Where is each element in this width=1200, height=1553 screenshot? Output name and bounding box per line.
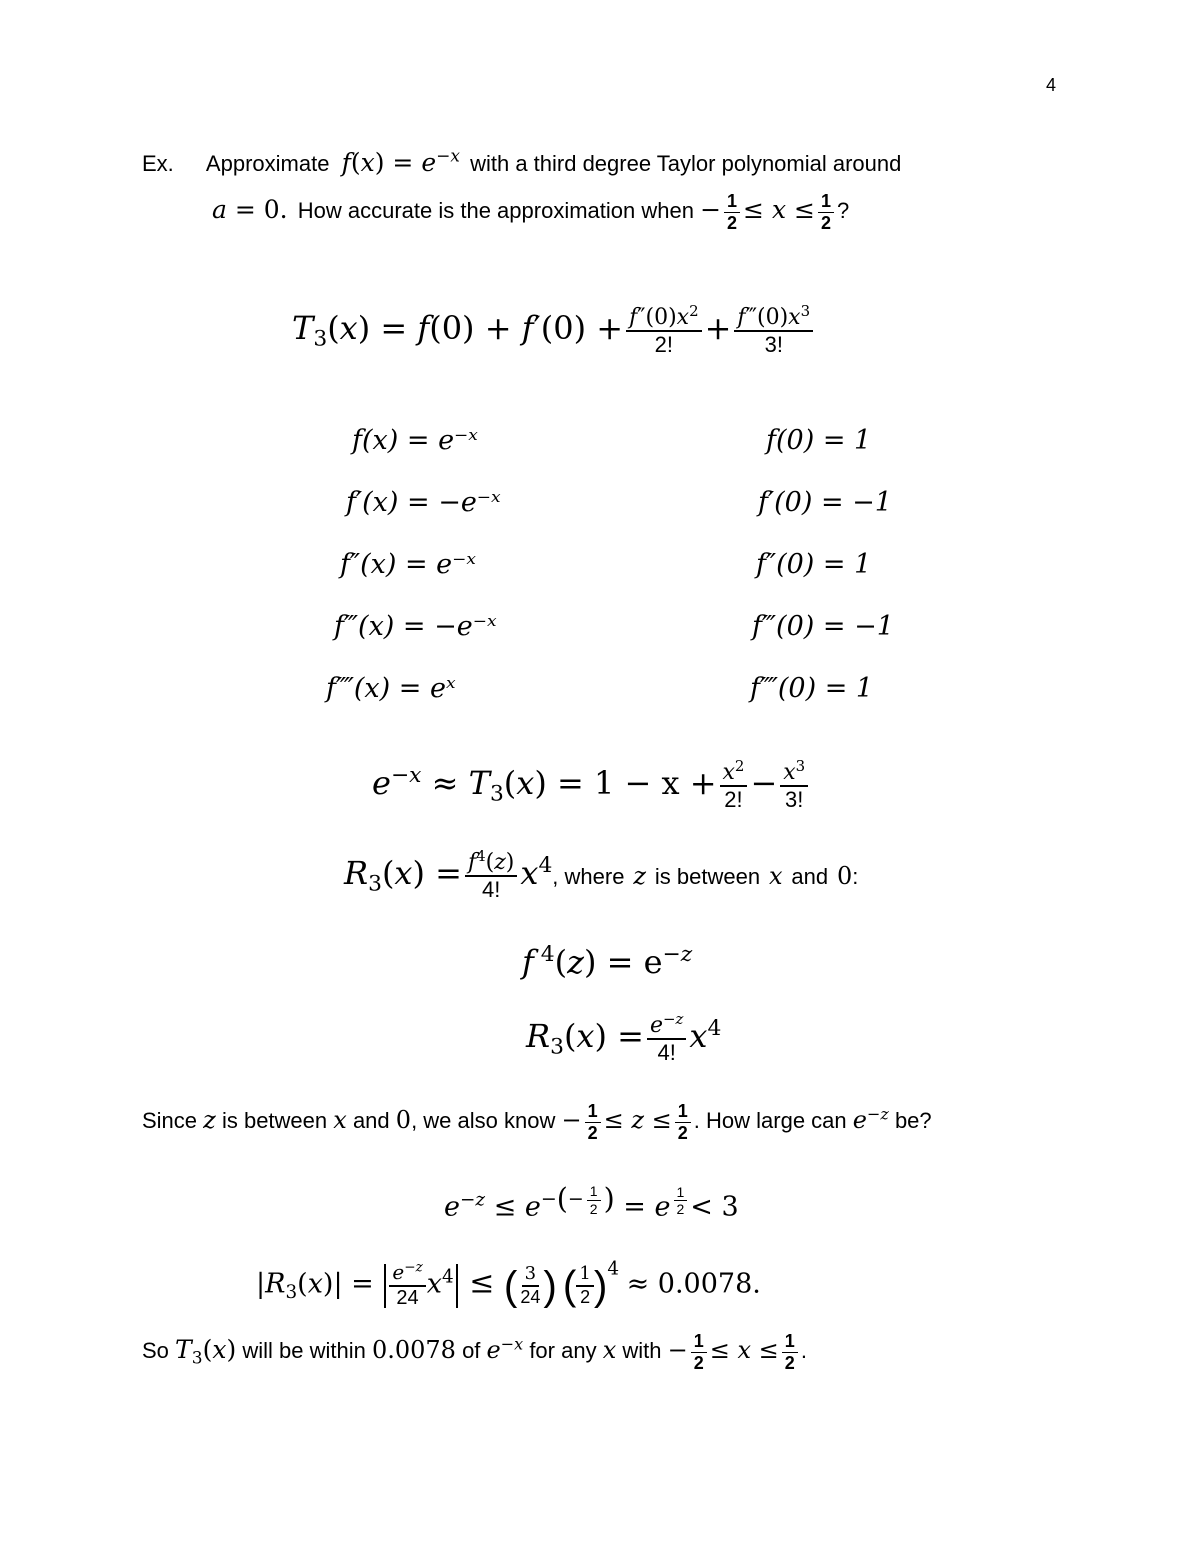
problem-intro: Approximate: [205, 151, 330, 176]
derivative-left-1: f′(x) = −e⁻ˣ: [346, 487, 501, 518]
since-line: Since z is between x and 0, we also know − $\frac{1}{2}$ ≤ z ≤ $\frac{1}{2}$ . How large can $e^{-z}$ be?: [142, 1101, 932, 1143]
page-number: 4: [1046, 75, 1057, 95]
derivative-left-4: f⁗(x) = eˣ: [326, 673, 456, 704]
problem-line-2: a = 0. How accurate is the approximation when − $\frac{1}{2}$ ≤ x ≤ $\frac{1}{2}$ ?: [212, 191, 850, 233]
taylor-formula: $T_3(x) = f(0) + f'(0)$ + $\frac{f''(0)x^2}{2!}$ + $\frac{f‴(0)x^3}{3!}$: [292, 305, 816, 356]
example-label: Ex.: [142, 151, 174, 176]
absolute-error-bound: $|R_3(x)|$ = $\frac{e^{-z}}{24}$ $x^4$ ≤ ( $\frac{3}{24}$ ) ( $\frac{1}{2}$ )$^4$ ≈ 0.0078.: [256, 1258, 761, 1309]
derivative-left-0: f(x) = e⁻ˣ: [352, 425, 478, 456]
derivative-right-2: f″(0) = 1: [756, 549, 872, 580]
fourth-derivative: f $^4(z) = e^{-z}$: [522, 942, 693, 981]
derivative-left-2: f″(x) = e⁻ˣ: [340, 549, 476, 580]
exponential-bound: $e^{-z} \le e^{-(- \frac{1}{2} )} = e$ $^{\frac{1}{2}}$ < 3: [444, 1182, 739, 1223]
problem-continuation: with a third degree Taylor polynomial around: [470, 151, 902, 176]
derivative-right-1: f′(0) = −1: [758, 487, 892, 518]
taylor-polynomial: $e^{-x} \approx T_3(x) = 1 - x$ + $\frac{x^2}{2!}$ − $\frac{x^3}{3!}$: [372, 760, 811, 811]
remainder-formula: $R_3(x)$ = $\frac{f^4(z)}{4!}$ $x^4$, where z is between x and 0:: [344, 846, 859, 903]
problem-question: How accurate is the approximation when: [297, 198, 694, 224]
problem-line-1: Ex. Approximate $f(x) = e^{-x}$ with a third degree Taylor polynomial around: [142, 146, 902, 177]
conclusion-line: So $T_3(x)$ will be within 0.0078 of $e^{-x}$ for any x with − $\frac{1}{2}$ ≤ x ≤ $\frac{1}{2}$ .: [142, 1331, 807, 1373]
derivative-left-3: f‴(x) = −e⁻ˣ: [334, 611, 497, 642]
derivative-right-3: f‴(0) = −1: [752, 611, 894, 642]
remainder-simplified: $R_3(x)$ = $\frac{e^{-z}}{4!}$ $x^4$: [526, 1009, 722, 1066]
derivative-right-4: f⁗(0) = 1: [750, 673, 874, 704]
derivative-right-0: f(0) = 1: [766, 425, 872, 456]
